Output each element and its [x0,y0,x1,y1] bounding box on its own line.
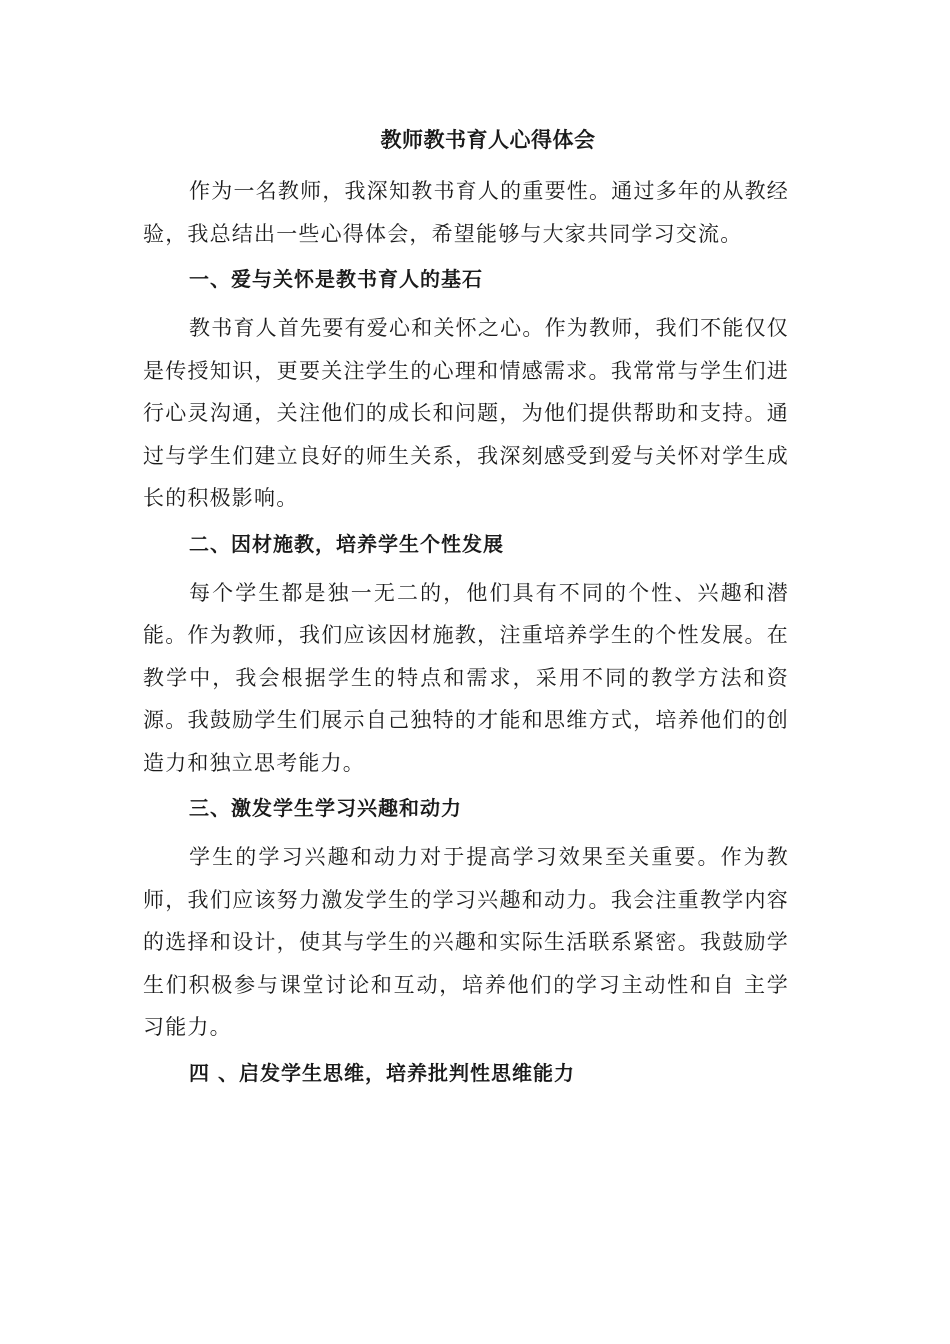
section-2-heading: 二、因材施教，培养学生个性发展 [189,531,504,556]
section-2-body: 每个学生都是独一无二的，他们具有不同的个性、兴趣和潜能。作为教师，我们应该因材施教，注重培养学生的个性发展。在教学中，我会根据学生的特点和需求，采用不同的教学方法和资源。我鼓励学生们展示自己独特的才能和思维方式，培养他们的创造力和独立思考能力。 [143,580,789,775]
section-1-heading: 一、爱与关怀是教书育人的基石 [189,267,483,291]
section-3-body: 学生的学习兴趣和动力对于提高学习效果至关重要。作为教师，我们应该努力激发学生的学习兴趣和动力。我会注重教学内容的选择和设计，使其与学生的兴趣和实际生活联系紧密。我鼓励学生们积极参与课堂讨论和互动，培养他们的学习主动性和自 主学习能力。 [143,845,789,1039]
section-1-body: 教书育人首先要有爱心和关怀之心。作为教师，我们不能仅仅是传授知识，更要关注学生的心理和情感需求。我常常与学生们进行心灵沟通，关注他们的成长和问题，为他们提供帮助和支持。通过与学生们建立良好的师生关系，我深刻感受到爱与关怀对学生成长的积极影响。 [143,316,789,510]
section-4-heading: 四 、启发学生思维，培养批判性思维能力 [189,1060,575,1085]
section-3-heading: 三、激发学生学习兴趣和动力 [189,796,462,820]
document-title: 教师教书育人心得体会 [380,128,596,152]
intro-paragraph: 作为一名教师，我深知教书育人的重要性。通过多年的从教经验，我总结出一些心得体会，希望能够与大家共同学习交流。 [143,179,789,246]
document-page [143,120,789,1101]
